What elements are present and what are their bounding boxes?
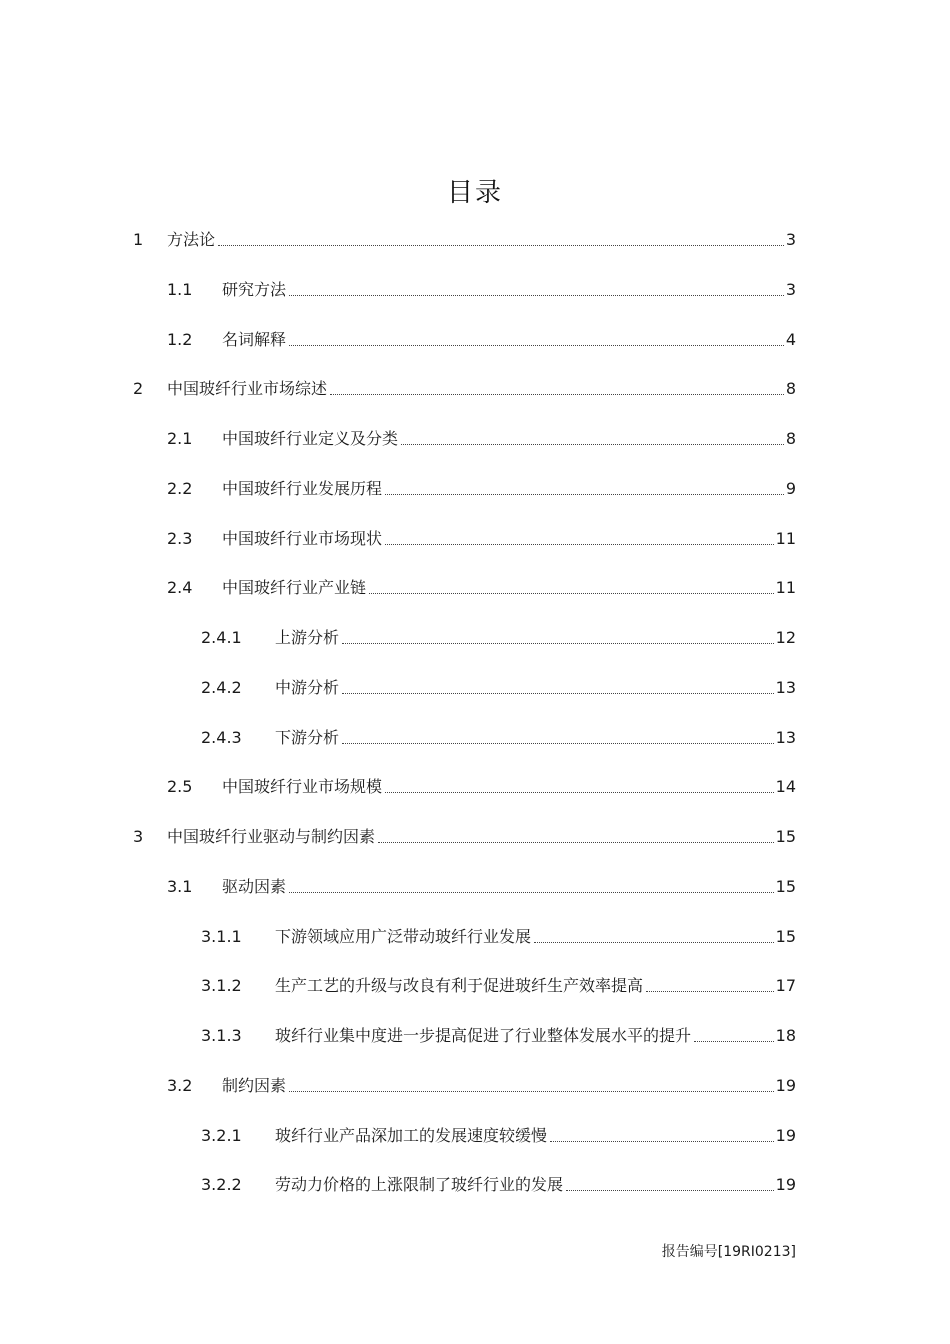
toc-entry-label: 生产工艺的升级与改良有利于促进玻纤生产效率提高 <box>275 976 644 995</box>
toc-entry-page: 17 <box>775 976 796 995</box>
toc-entry[interactable] <box>133 377 796 401</box>
toc-entry-number: 1.1 <box>167 280 193 299</box>
toc-entry[interactable] <box>167 477 796 501</box>
toc-entry[interactable] <box>167 427 796 451</box>
toc-entry[interactable] <box>201 1124 796 1148</box>
toc-entry-page: 15 <box>775 877 796 896</box>
dot-leader <box>369 593 774 594</box>
toc-entry-number: 1 <box>133 230 144 249</box>
toc-entry-page: 14 <box>775 777 796 796</box>
toc-entry-label: 制约因素 <box>222 1076 287 1095</box>
toc-entry-label: 中国玻纤行业发展历程 <box>222 479 383 498</box>
toc-entry-label: 中国玻纤行业产业链 <box>222 578 367 597</box>
toc-entry[interactable] <box>167 775 796 799</box>
toc-entry-number: 3.1.1 <box>201 927 242 946</box>
toc-entry-label: 中国玻纤行业市场现状 <box>222 529 383 548</box>
dot-leader <box>289 345 784 346</box>
dot-leader <box>218 245 784 246</box>
dot-leader <box>342 643 774 644</box>
toc-entry[interactable] <box>201 1173 796 1197</box>
toc-entry-number: 3.2.2 <box>201 1175 242 1194</box>
toc-entry-number: 3.2.1 <box>201 1126 242 1145</box>
toc-entry-number: 3 <box>133 827 144 846</box>
toc-entry-number: 1.2 <box>167 330 193 349</box>
dot-leader <box>342 743 774 744</box>
dot-leader <box>566 1190 774 1191</box>
dot-leader <box>330 394 784 395</box>
toc-entry-number: 3.1.3 <box>201 1026 242 1045</box>
dot-leader <box>289 1091 774 1092</box>
page-title: 目录 <box>446 178 503 208</box>
toc-entry-label: 下游领域应用广泛带动玻纤行业发展 <box>275 927 532 946</box>
toc-entry-page: 12 <box>775 628 796 647</box>
dot-leader <box>385 544 774 545</box>
toc-entry[interactable] <box>133 228 796 252</box>
toc-entry-page: 4 <box>785 330 796 349</box>
toc-entry-number: 2.4 <box>167 578 193 597</box>
toc-entry-label: 名词解释 <box>222 330 287 349</box>
toc-entry-page: 8 <box>785 379 796 398</box>
toc-entry[interactable] <box>201 626 796 650</box>
toc-entry-label: 玻纤行业集中度进一步提高促进了行业整体发展水平的提升 <box>275 1026 692 1045</box>
toc-entry-number: 2.1 <box>167 429 193 448</box>
toc-entry-page: 3 <box>785 230 796 249</box>
toc-entry-label: 研究方法 <box>222 280 287 299</box>
toc-entry[interactable] <box>201 1024 796 1048</box>
dot-leader <box>289 295 784 296</box>
toc-entry-label: 下游分析 <box>275 728 340 747</box>
toc-entry-page: 3 <box>785 280 796 299</box>
toc-entry-label: 中国玻纤行业市场综述 <box>167 379 328 398</box>
toc-entry-label: 驱动因素 <box>222 877 287 896</box>
toc-entry-page: 11 <box>775 578 796 597</box>
toc-entry-number: 3.2 <box>167 1076 193 1095</box>
toc-entry[interactable] <box>167 527 796 551</box>
toc-entry[interactable] <box>201 974 796 998</box>
dot-leader <box>385 792 774 793</box>
toc-entry[interactable] <box>201 925 796 949</box>
toc-entry-number: 2.2 <box>167 479 193 498</box>
report-number: 报告编号[19RI0213] <box>661 1244 796 1260</box>
toc-entry-page: 11 <box>775 529 796 548</box>
toc-entry-number: 3.1 <box>167 877 193 896</box>
dot-leader <box>646 991 774 992</box>
toc-entry[interactable] <box>133 825 796 849</box>
toc-entry[interactable] <box>167 328 796 352</box>
toc-entry-number: 3.1.2 <box>201 976 242 995</box>
toc-entry-page: 8 <box>785 429 796 448</box>
toc-entry[interactable] <box>167 1074 796 1098</box>
toc-entry-label: 劳动力价格的上涨限制了玻纤行业的发展 <box>275 1175 564 1194</box>
toc-entry-page: 19 <box>775 1076 796 1095</box>
toc-entry-number: 2 <box>133 379 144 398</box>
toc-entry[interactable] <box>167 576 796 600</box>
toc-entry-page: 19 <box>775 1175 796 1194</box>
dot-leader <box>289 892 774 893</box>
dot-leader <box>534 942 774 943</box>
toc-entry-number: 2.3 <box>167 529 193 548</box>
toc-entry-label: 中国玻纤行业定义及分类 <box>222 429 399 448</box>
toc-entry-page: 9 <box>785 479 796 498</box>
toc-entry-number: 2.4.3 <box>201 728 242 747</box>
dot-leader <box>694 1041 774 1042</box>
toc-entry[interactable] <box>201 676 796 700</box>
toc-entry-page: 15 <box>775 827 796 846</box>
toc-entry-page: 19 <box>775 1126 796 1145</box>
dot-leader <box>378 842 774 843</box>
toc-entry-number: 2.5 <box>167 777 193 796</box>
toc-entry-label: 玻纤行业产品深加工的发展速度较缓慢 <box>275 1126 548 1145</box>
toc-entry[interactable] <box>167 875 796 899</box>
toc-entry[interactable] <box>201 726 796 750</box>
toc-entry-page: 13 <box>775 728 796 747</box>
toc-entry-label: 中游分析 <box>275 678 340 697</box>
toc-entry-page: 13 <box>775 678 796 697</box>
dot-leader <box>385 494 784 495</box>
dot-leader <box>401 444 784 445</box>
dot-leader <box>550 1141 774 1142</box>
toc-entry-number: 2.4.2 <box>201 678 242 697</box>
toc-entry-label: 中国玻纤行业市场规模 <box>222 777 383 796</box>
toc-entry-label: 中国玻纤行业驱动与制约因素 <box>167 827 376 846</box>
toc-entry-page: 18 <box>775 1026 796 1045</box>
toc-entry-page: 15 <box>775 927 796 946</box>
toc-entry[interactable] <box>167 278 796 302</box>
toc-entry-number: 2.4.1 <box>201 628 242 647</box>
toc-entry-label: 上游分析 <box>275 628 340 647</box>
toc-entry-label: 方法论 <box>167 230 216 249</box>
dot-leader <box>342 693 774 694</box>
